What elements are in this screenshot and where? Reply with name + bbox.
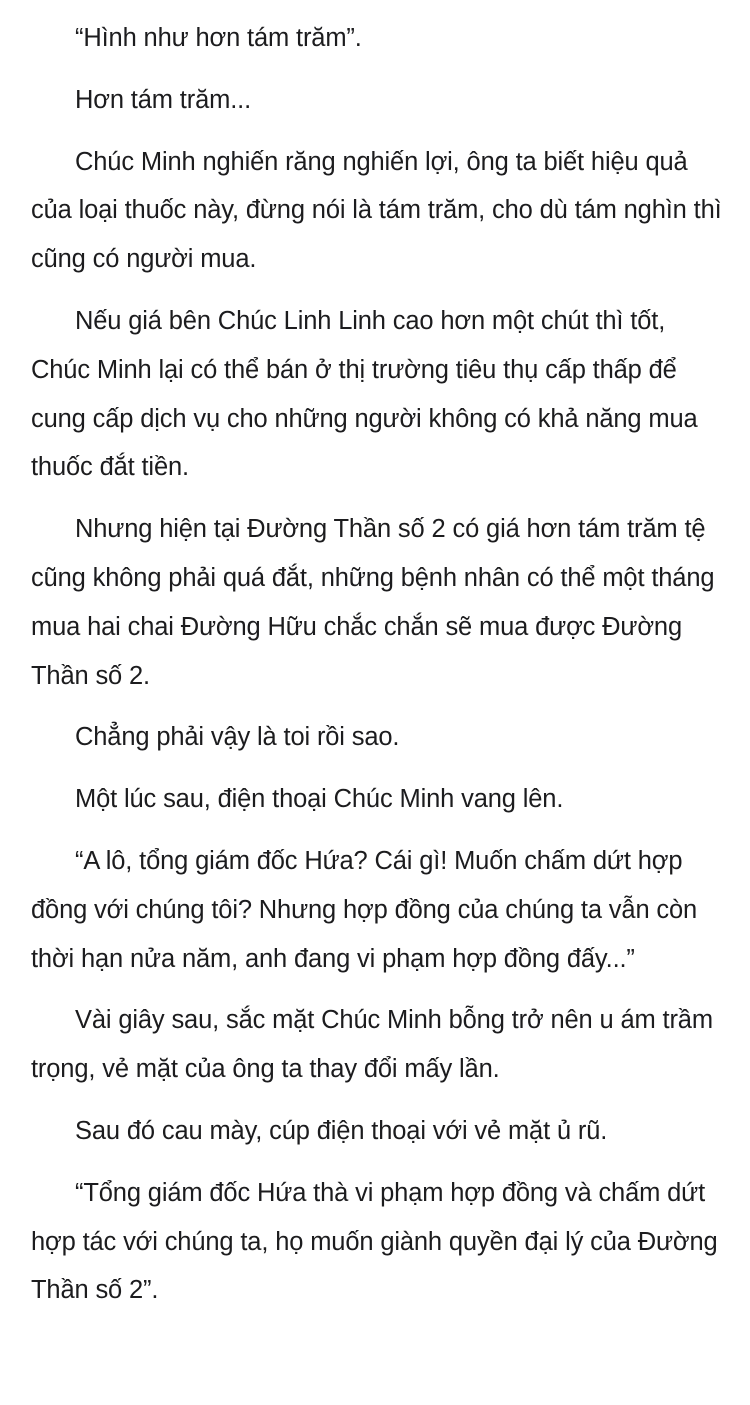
paragraph-9: Vài giây sau, sắc mặt Chúc Minh bỗng trở nên u ám trầm trọng, vẻ mặt của ông ta thay đổi mấy lần. bbox=[31, 1006, 713, 1084]
paragraph-5: Nhưng hiện tại Đường Thần số 2 có giá hơn tám trăm tệ cũng không phải quá đắt, những bệnh nhân có thể một tháng mua hai chai Đường Hữu chắc chắn sẽ mua được Đường Thần số 2. bbox=[31, 515, 715, 690]
paragraph-7: Một lúc sau, điện thoại Chúc Minh vang lên. bbox=[75, 785, 564, 814]
paragraph-4: Nếu giá bên Chúc Linh Linh cao hơn một chút thì tốt, Chúc Minh lại có thể bán ở thị trường tiêu thụ cấp thấp để cung cấp dịch vụ cho những người không có khả năng mua thuốc đắt tiền. bbox=[31, 306, 698, 482]
paragraph-1: “Hình như hơn tám trăm”. bbox=[75, 24, 362, 52]
paragraph-8: “A lô, tổng giám đốc Hứa? Cái gì! Muốn chấm dứt hợp đồng với chúng tôi? Nhưng hợp đồng của chúng ta vẫn còn thời hạn nửa năm, anh đang vi phạm hợp đồng đấy...” bbox=[31, 846, 698, 973]
paragraph-2: Hơn tám trăm... bbox=[75, 85, 252, 114]
paragraph-11: “Tổng giám đốc Hứa thà vi phạm hợp đồng và chấm dứt hợp tác với chúng ta, họ muốn giành quyền đại lý của Đường Thần số 2”. bbox=[31, 1178, 718, 1305]
paragraph-6: Chẳng phải vậy là toi rồi sao. bbox=[75, 723, 400, 752]
paragraph-10: Sau đó cau mày, cúp điện thoại với vẻ mặt ủ rũ. bbox=[75, 1116, 608, 1145]
paragraph-3: Chúc Minh nghiến răng nghiến lợi, ông ta biết hiệu quả của loại thuốc này, đừng nói là tám trăm, cho dù tám nghìn thì cũng có người mua. bbox=[31, 147, 722, 274]
